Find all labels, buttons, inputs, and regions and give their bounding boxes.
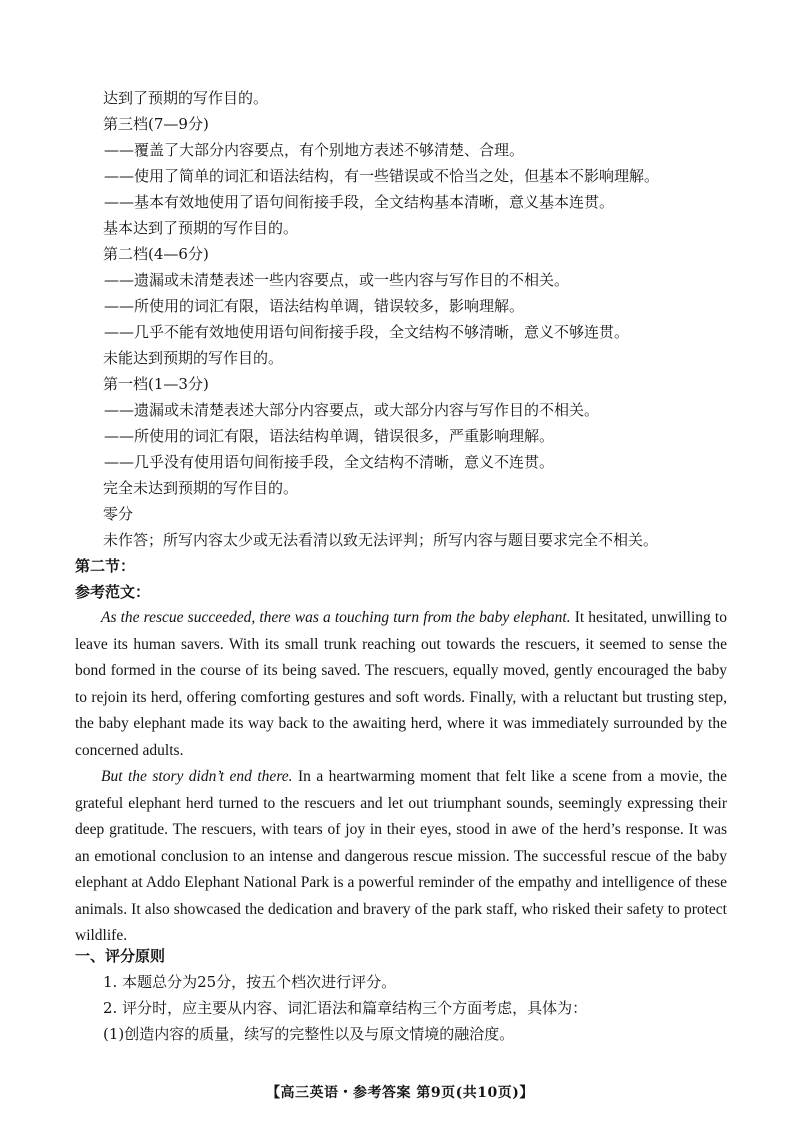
criteria-line: ——基本有效地使用了语句间衔接手段，全文结构基本清晰，意义基本连贯。	[104, 193, 615, 211]
text-line: 未作答；所写内容太少或无法看清以致无法评判；所写内容与题目要求完全不相关。	[103, 531, 659, 549]
criteria-line: ——覆盖了大部分内容要点，有个别地方表述不够清楚、合理。	[104, 141, 525, 159]
criteria-line: ——遗漏或未清楚表述大部分内容要点，或大部分内容与写作目的不相关。	[104, 401, 600, 419]
text-line: 未能达到预期的写作目的。	[103, 349, 284, 367]
criteria-line: ——所使用的词汇有限，语法结构单调，错误很多，严重影响理解。	[104, 427, 555, 445]
criteria-line: ——所使用的词汇有限，语法结构单调，错误较多，影响理解。	[104, 297, 525, 315]
section-title: 第二节：	[75, 557, 136, 575]
scoring-item: 2. 评分时，应主要从内容、词汇语法和篇章结构三个方面考虑，具体为：	[103, 999, 588, 1017]
grade-heading: 第二档(4—6分)	[103, 245, 209, 263]
page-footer: 【高三英语・参考答案 第9页(共10页)】	[266, 1085, 534, 1101]
grade-heading: 第三档(7—9分)	[103, 115, 209, 133]
criteria-line: ——使用了简单的词汇和语法结构，有一些错误或不恰当之处，但基本不影响理解。	[104, 167, 660, 185]
essay-paragraph-1	[75, 605, 727, 764]
text-line: 基本达到了预期的写作目的。	[103, 219, 299, 237]
scoring-item: (1)创造内容的质量，续写的完整性以及与原文情境的融洽度。	[103, 1025, 515, 1043]
grade-heading: 第一档(1—3分)	[103, 375, 209, 393]
sample-essay-label: 参考范文：	[75, 583, 151, 601]
criteria-line: ——几乎没有使用语句间衔接手段，全文结构不清晰，意义不连贯。	[104, 453, 555, 471]
scoring-title: 一、评分原则	[75, 947, 166, 965]
paragraph-lead-sentence: But the story didn’t end there.	[101, 768, 293, 785]
grade-heading: 零分	[103, 505, 134, 523]
text-line: 达到了预期的写作目的。	[103, 89, 269, 107]
text-line: 完全未达到预期的写作目的。	[103, 479, 299, 497]
essay-paragraph-2	[75, 764, 727, 950]
criteria-line: ——几乎不能有效地使用语句间衔接手段，全文结构不够清晰，意义不够连贯。	[104, 323, 630, 341]
paragraph-body: In a heartwarming moment that felt like a scene from a movie, the grateful elephant herd turned to the rescuers and let out triumphant sounds, seemingly expressing their deep gratitude. The rescuers, with tears of joy in their eyes, stood in awe of the herd’s response. It was an emotional conclusion to an intense and dangerous rescue mission. The successful rescue of the baby elephant at Addo Elephant National Park is a powerful reminder of the empathy and intelligence of these animals. It also showcased the dedication and bravery of the park staff, who risked their safety to protect wildlife.	[75, 768, 727, 944]
paragraph-body: It hesitated, unwilling to leave its human savers. With its small trunk reaching out towards the rescuers, it seemed to sense the bond formed in the course of its being saved. The rescuers, equally moved, gently encouraged the baby to rejoin its herd, offering comforting gestures and soft words. Finally, with a reluctant but trusting step, the baby elephant made its way back to the awaiting herd, where it was immediately surrounded by the concerned adults.	[75, 609, 727, 759]
paragraph-lead-sentence: As the rescue succeeded, there was a touching turn from the baby elephant.	[101, 609, 571, 626]
criteria-line: ——遗漏或未清楚表述一些内容要点，或一些内容与写作目的不相关。	[104, 271, 570, 289]
scoring-item: 1. 本题总分为25分，按五个档次进行评分。	[103, 973, 397, 991]
